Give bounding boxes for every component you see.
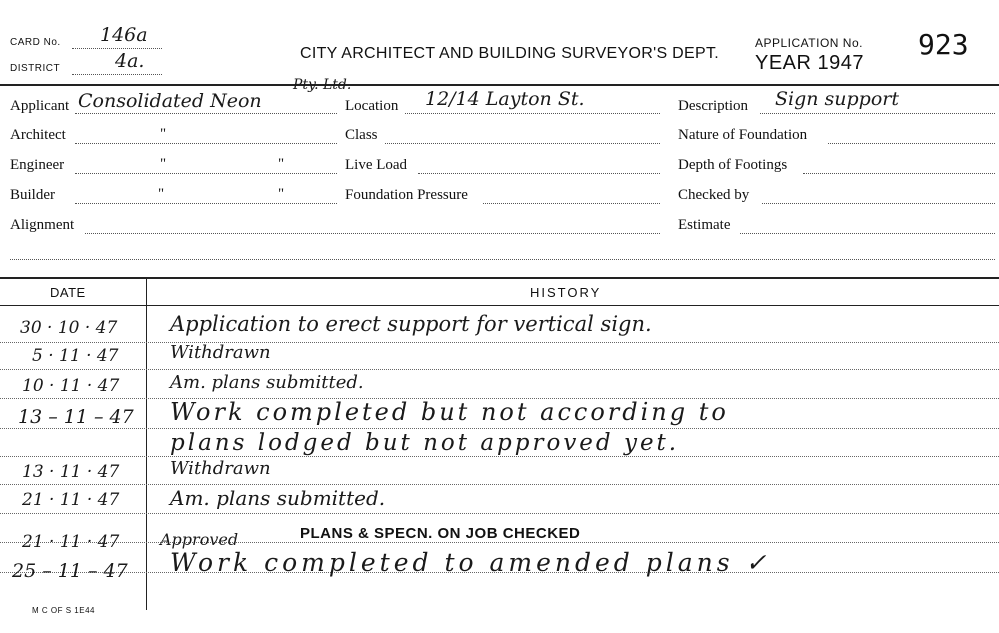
date-header: DATE <box>50 285 86 300</box>
description-rule <box>760 113 995 114</box>
alignment-rule <box>85 233 660 234</box>
application-no-label: APPLICATION No. <box>755 36 863 50</box>
table-top-rule <box>0 277 999 279</box>
description-label: Description <box>678 98 748 114</box>
checked-by-rule <box>762 203 995 204</box>
row-rule <box>0 513 999 514</box>
live-load-rule <box>418 173 660 174</box>
depth-of-footings-rule <box>803 173 995 174</box>
checked-stamp: PLANS & SPECN. ON JOB CHECKED <box>300 525 581 542</box>
header-rule <box>0 84 999 86</box>
history-date: 21 · 11 · 47 <box>22 490 120 510</box>
form-code: M C OF S 1E44 <box>32 606 95 615</box>
depth-of-footings-label: Depth of Footings <box>678 157 788 173</box>
row-rule <box>0 542 999 543</box>
applicant-value: Consolidated Neon <box>78 90 262 112</box>
department-title: CITY ARCHITECT AND BUILDING SURVEYOR'S DEPT. <box>300 45 720 62</box>
application-no-value: 923 <box>918 28 969 61</box>
history-date: 13 · 11 · 47 <box>22 462 120 482</box>
architect-rule <box>75 143 337 144</box>
applicant-note: Pty. Ltd. <box>293 77 352 93</box>
estimate-label: Estimate <box>678 217 731 233</box>
nature-of-foundation-rule <box>828 143 995 144</box>
table-column-divider <box>146 277 147 610</box>
district-value: 4a. <box>115 50 145 72</box>
history-date: 13 – 11 – 47 <box>18 406 134 428</box>
history-entry: Am. plans submitted. <box>170 486 386 510</box>
row-rule <box>0 456 999 457</box>
foundation-pressure-label: Foundation Pressure <box>345 187 468 203</box>
history-entry: Withdrawn <box>170 458 271 479</box>
estimate-rule <box>740 233 995 234</box>
history-date: 21 · 11 · 47 <box>22 532 120 552</box>
class-label: Class <box>345 127 378 143</box>
history-entry: Approved <box>160 530 239 549</box>
row-rule <box>0 342 999 343</box>
history-entry: Withdrawn <box>170 342 271 363</box>
foundation-pressure-rule <box>483 203 660 204</box>
location-value: 12/14 Layton St. <box>425 88 585 110</box>
card-no-value: 146a <box>100 24 148 46</box>
location-rule <box>405 113 660 114</box>
engineer-ditto-2: " <box>278 156 285 172</box>
builder-ditto-1: " <box>158 186 165 202</box>
history-header: HISTORY <box>530 285 602 300</box>
card-no-rule <box>72 48 162 49</box>
blank-rule <box>10 259 995 260</box>
builder-rule <box>75 203 337 204</box>
history-date: 25 – 11 – 47 <box>12 560 128 582</box>
engineer-rule <box>75 173 337 174</box>
live-load-label: Live Load <box>345 157 408 173</box>
card-no-label: CARD No. <box>10 37 61 48</box>
architect-ditto: " <box>160 126 167 142</box>
history-entry: Work completed but not according to <box>170 398 729 426</box>
row-rule <box>0 428 999 429</box>
engineer-label: Engineer <box>10 157 65 173</box>
nature-of-foundation-label: Nature of Foundation <box>678 127 808 143</box>
history-date: 10 · 11 · 47 <box>22 376 120 396</box>
district-label: DISTRICT <box>10 63 61 74</box>
applicant-rule <box>75 113 337 114</box>
location-label: Location <box>345 98 399 114</box>
history-entry: Application to erect support for vertical sign. <box>170 312 652 336</box>
architect-label: Architect <box>10 127 66 143</box>
table-header-rule <box>0 305 999 306</box>
row-rule <box>0 369 999 370</box>
row-rule <box>0 484 999 485</box>
year-label: YEAR 1947 <box>755 52 865 74</box>
builder-label: Builder <box>10 187 55 203</box>
applicant-label: Applicant <box>10 98 70 114</box>
checked-by-label: Checked by <box>678 187 750 203</box>
history-date: 30 · 10 · 47 <box>20 318 118 338</box>
history-entry: Am. plans submitted. <box>170 372 364 393</box>
history-date: 5 · 11 · 47 <box>32 346 119 366</box>
district-rule <box>72 74 162 75</box>
engineer-ditto-1: " <box>160 156 167 172</box>
alignment-label: Alignment <box>10 217 75 233</box>
description-value: Sign support <box>775 88 900 110</box>
history-entry: plans lodged but not approved yet. <box>170 430 680 456</box>
class-rule <box>385 143 660 144</box>
builder-ditto-2: " <box>278 186 285 202</box>
history-entry: Work completed to amended plans ✓ <box>170 548 771 577</box>
